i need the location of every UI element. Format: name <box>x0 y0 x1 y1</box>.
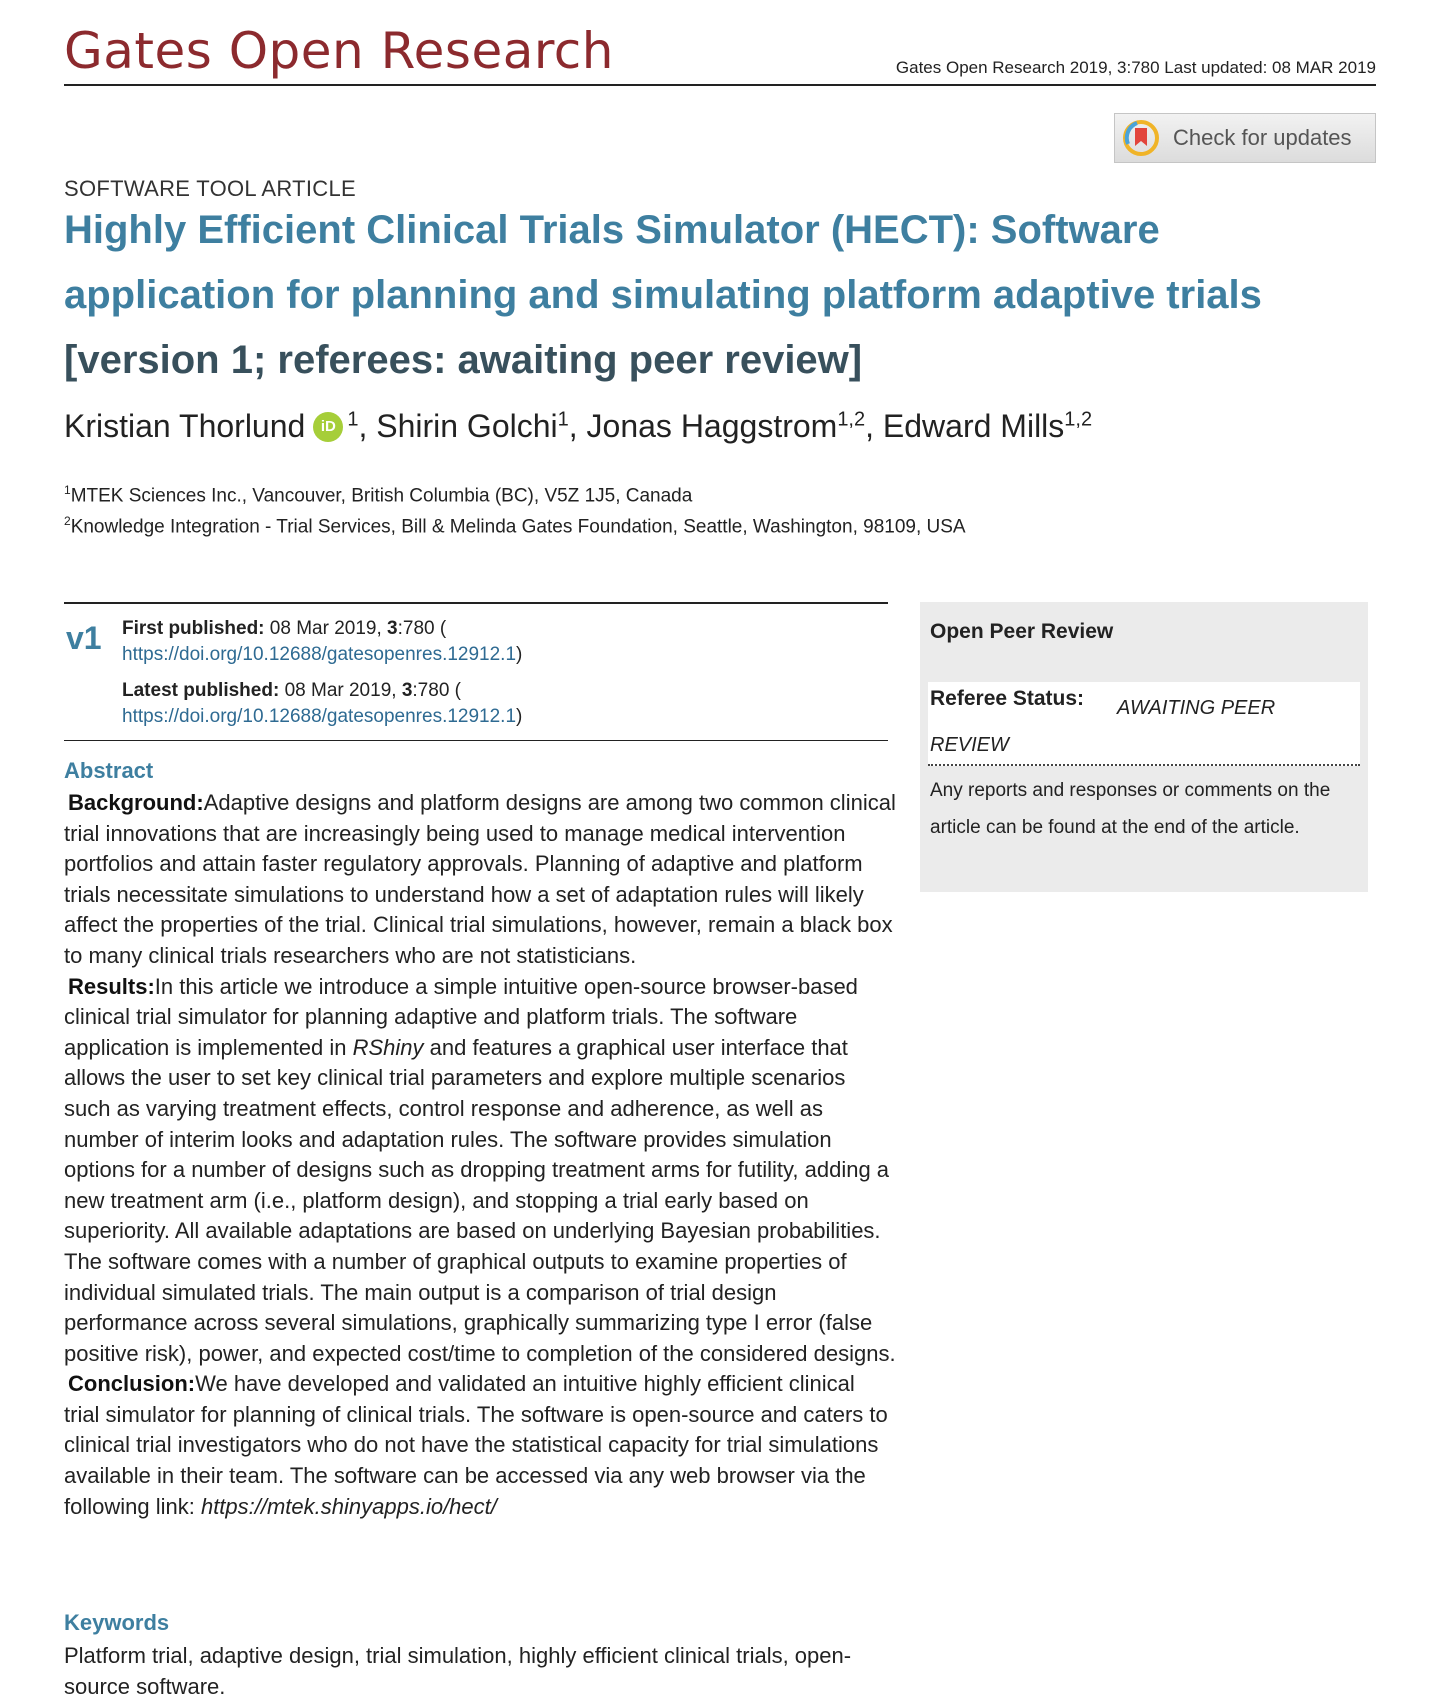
check-for-updates-button[interactable] <box>1114 113 1376 163</box>
conclusion-label: Conclusion: <box>68 1371 196 1397</box>
affiliation <box>64 483 692 507</box>
journal-name: Gates Open Research <box>64 22 614 80</box>
referee-status-label: Referee Status: <box>930 687 1085 710</box>
crossmark-icon <box>1123 120 1159 156</box>
author-name[interactable]: Jonas Haggstrom <box>586 408 838 444</box>
open-peer-review-heading: Open Peer Review <box>930 620 1114 643</box>
check-for-updates-label: Check for updates <box>1173 125 1352 150</box>
abstract-body <box>64 788 896 1522</box>
conclusion-text: We have developed and validated an intuitive highly efficient clinical trial simulator for planning of clinical trials. The software is open-source and caters to clinical trial investigators who do not have the statistical capacity for trial simulations available in their team. The software can be accessed via any web browser via the following link: <box>64 1371 888 1519</box>
title-version-status: [version 1; referees: awaiting peer review] <box>64 338 863 382</box>
software-link[interactable]: https://mtek.shinyapps.io/hect/ <box>200 1493 497 1519</box>
open-peer-review-panel <box>920 602 1368 892</box>
affiliation-text: MTEK Sciences Inc., Vancouver, British Columbia (BC), V5Z 1J5, Canada <box>70 485 693 507</box>
abstract-results <box>64 972 896 1370</box>
publication-info <box>64 602 888 741</box>
doi-close: ) <box>516 644 523 665</box>
doi-link[interactable]: https://doi.org/10.12688/gatesopenres.12912.1 <box>122 644 517 665</box>
volume-number: 3 <box>387 618 398 639</box>
referee-status-box <box>928 682 1360 766</box>
latest-published <box>122 678 522 730</box>
affiliation-number: 2 <box>64 514 71 528</box>
orcid-icon[interactable]: iD <box>313 412 343 442</box>
latest-published-date: 08 Mar 2019, <box>284 680 397 701</box>
doi-close: ) <box>516 706 523 727</box>
author-name[interactable]: Shirin Golchi <box>376 408 558 444</box>
author-affiliation: 1,2 <box>837 408 866 431</box>
citation-line: Gates Open Research 2019, 3:780 Last updated: 08 MAR 2019 <box>895 58 1376 77</box>
doi-link[interactable]: https://doi.org/10.12688/gatesopenres.12912.1 <box>122 706 517 727</box>
author-affiliation: 1,2 <box>1064 408 1093 431</box>
affiliation-number: 1 <box>64 483 71 497</box>
version-badge: v1 <box>66 620 102 656</box>
latest-published-label: Latest published: <box>122 680 280 701</box>
affiliation <box>64 514 966 538</box>
keywords-heading: Keywords <box>64 1610 170 1635</box>
results-text-cont: and features a graphical user interface that allows the user to set key clinical trial parameters and explore multiple scenarios such as varying treatment effects, control response and adherence, as well as number of interim looks and adaptation rules. The software provides simulation options for a number of designs such as dropping treatment arms for futility, adding a new treatment arm (i.e., platform design), and stopping a trial early based on superiority. All available adaptations are based on underlying Bayesian probabilities. The software comes with a number of graphical outputs to examine properties of individual simulated trials. The main output is a comparison of trial design performance across several simulations, graphically summarizing type I error (false positive risk), power, and expected cost/time to completion of the considered designs. <box>64 1034 896 1366</box>
results-text: In this article we introduce a simple intuitive open-source browser-based clinical trial simulator for planning adaptive and platform trials. The software application is implemented in <box>64 973 858 1060</box>
author-affiliation: 1 <box>557 408 569 431</box>
title-main: Highly Efficient Clinical Trials Simulator (HECT): Software application for planning and simulating platform adaptive trials <box>64 208 1262 317</box>
abstract-conclusion <box>64 1369 896 1522</box>
article-number: :780 ( <box>412 680 461 701</box>
author-affiliation: 1 <box>347 408 359 431</box>
first-published-date: 08 Mar 2019, <box>269 618 382 639</box>
article-type: SOFTWARE TOOL ARTICLE <box>64 176 356 201</box>
first-published-label: First published: <box>122 618 265 639</box>
article-title <box>64 198 1354 393</box>
affiliation-text: Knowledge Integration - Trial Services, Bill & Melinda Gates Foundation, Seattle, Washington, 98109, USA <box>70 516 966 538</box>
author-name[interactable]: Edward Mills <box>882 408 1065 444</box>
volume-number: 3 <box>401 680 413 701</box>
abstract-heading: Abstract <box>64 758 154 783</box>
header-divider <box>64 84 1376 86</box>
background-label: Background: <box>68 790 204 815</box>
author-name[interactable]: Kristian Thorlund <box>64 408 306 444</box>
abstract-background <box>64 788 896 972</box>
keywords-text: Platform trial, adaptive design, trial simulation, highly efficient clinical trials, open-source software. <box>64 1643 852 1699</box>
background-text: Adaptive designs and platform designs are among two common clinical trial innovations that are increasingly being used to manage medical intervention portfolios and attain faster regulatory approvals. Planning of adaptive and platform trials necessitate simulations to understand how a set of adaptation rules will likely affect the properties of the trial. Clinical trial simulations, however, remain a black box to many clinical trials researchers who are not statisticians. <box>64 790 896 968</box>
review-note: Any reports and responses or comments on the article can be found at the end of the article. <box>930 780 1331 838</box>
results-software-name: RShiny <box>352 1034 424 1060</box>
referee-status-value: AWAITING PEER REVIEW <box>930 697 1276 756</box>
first-published <box>122 616 522 668</box>
author-list: Kristian Thorlund iD $^1$, Shirin Golchi$^1$, Jonas Haggstrom$^{1,2}$, Edward Mills$^{1,2}$ <box>64 408 1093 444</box>
results-label: Results: <box>68 973 155 999</box>
article-number: :780 ( <box>397 618 447 639</box>
